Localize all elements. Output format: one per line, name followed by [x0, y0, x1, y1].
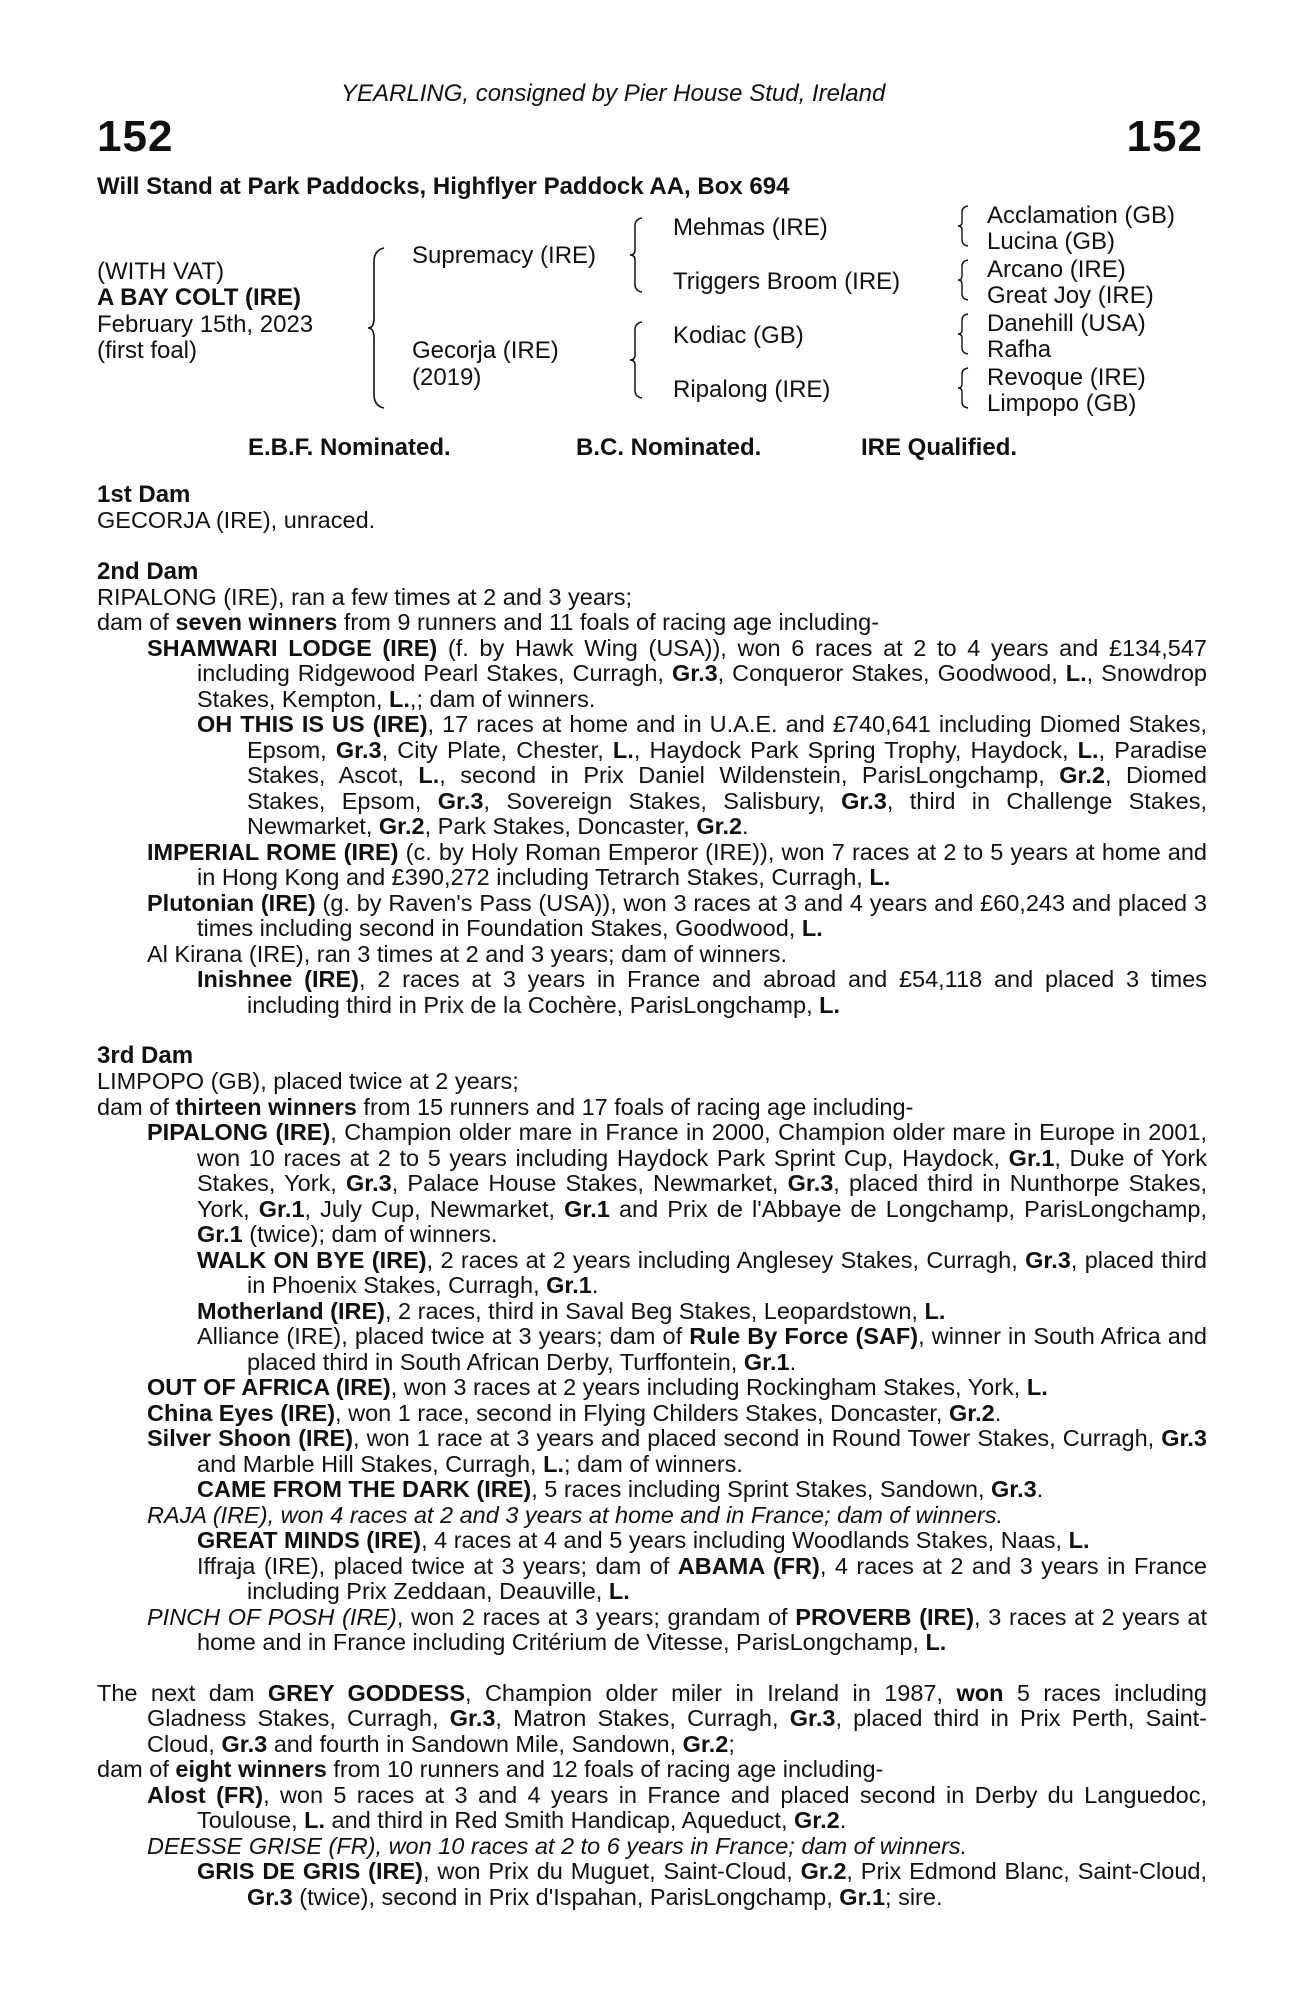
third-dam-heading: 3rd Dam [97, 1042, 194, 1069]
horse-name: WALK ON BYE (IRE) [197, 1246, 427, 1273]
horse-name: Plutonian (IRE) [147, 889, 316, 916]
horse-name: GREAT MINDS (IRE) [197, 1527, 422, 1553]
horse-name: PINCH OF POSH (IRE) [147, 1603, 397, 1630]
sire-name: Supremacy (IRE) [412, 242, 597, 269]
produce-entry: PINCH OF POSH (IRE), won 2 races at 3 years; grandam of PROVERB (IRE), 3 races at 2 years at home and in France including Critérium de Vitesse, ParisLongchamp, L. [147, 1603, 1207, 1655]
next-dam-produce-summary: dam of eight winners from 10 runners and 12 foals of racing age including- [97, 1756, 884, 1782]
third-dam-intro: LIMPOPO (GB), placed twice at 2 years; [97, 1068, 519, 1094]
second-dam-produce-summary: dam of seven winners from 9 runners and 11 foals of racing age including- [97, 609, 880, 635]
ancestor-g1: Acclamation (GB) [987, 202, 1176, 229]
produce-entry: CAME FROM THE DARK (IRE), 5 races including Sprint Stakes, Sandown, Gr.3. [197, 1476, 1044, 1502]
next-dam-section [97, 1681, 1207, 1911]
next-dam-intro: The next dam GREY GODDESS, Champion older miler in Ireland in 1987, won 5 races including Gladness Stakes, Curragh, Gr.3, Matron Stakes, Curragh, Gr.3, placed third in Prix Perth, Saint-Cloud, Gr.3 and fourth in Sandown Mile, Sandown, Gr.2; [97, 1679, 1207, 1757]
foal-note: (first foal) [97, 337, 198, 364]
sire-dam: Triggers Broom (IRE) [673, 268, 901, 295]
pedigree-brace-g4 [958, 368, 970, 408]
produce-entry: SHAMWARI LODGE (IRE) (f. by Hawk Wing (USA)), won 6 races at 2 to 4 years and £134,547 including Ridgewood Pearl Stakes, Curragh, Gr.3, Conqueror Stakes, Goodwood, L., Snowdrop Stakes, Kempton, L.,; dam of winners. [147, 634, 1207, 712]
stand-location: Will Stand at Park Paddocks, Highflyer Paddock AA, Box 694 [97, 173, 790, 200]
produce-entry: Plutonian (IRE) (g. by Raven's Pass (USA)), won 3 races at 3 and 4 years and £60,243 and placed 3 times including second in Foundation Stakes, Goodwood, L. [147, 889, 1207, 941]
horse-name: PIPALONG (IRE) [147, 1119, 331, 1145]
produce-entry: DEESSE GRISE (FR), won 10 races at 2 to 6 years in France; dam of winners. [147, 1832, 968, 1859]
third-dam-section [97, 1043, 1207, 1656]
pedigree-brace-sire [630, 218, 644, 292]
produce-entry: Inishnee (IRE), 2 races at 3 years in France and abroad and £54,118 and placed 3 times including third in Prix de la Cochère, ParisLongchamp, L. [197, 966, 1208, 1018]
second-dam-section [97, 559, 1207, 1019]
bc-nomination: B.C. Nominated. [576, 434, 762, 461]
pedigree-brace-main [368, 248, 388, 408]
ancestor-g7: Revoque (IRE) [987, 364, 1146, 391]
horse-name: OH THIS IS US (IRE) [197, 711, 428, 737]
pedigree-brace-dam [630, 322, 644, 398]
ebf-nomination: E.B.F. Nominated. [248, 434, 451, 461]
produce-entry: Iffraja (IRE), placed twice at 3 years; dam of ABAMA (FR), 4 races at 2 and 3 years in France including Prix Zeddaan, Deauville, L. [197, 1552, 1208, 1604]
horse-name: DEESSE GRISE (FR) [147, 1832, 376, 1859]
lot-number-left: 152 [97, 112, 174, 161]
horse-name: China Eyes (IRE) [147, 1399, 336, 1426]
lot-number-right: 152 [1126, 112, 1203, 161]
produce-entry: Alliance (IRE), placed twice at 3 years; dam of Rule By Force (SAF), winner in South Africa and placed third in South African Derby, Turffontein, Gr.1. [197, 1323, 1207, 1375]
horse-name: ABAMA (FR) [677, 1552, 820, 1579]
produce-entry: OH THIS IS US (IRE), 17 races at home and in U.A.E. and £740,641 including Diomed Stakes, Epsom, Gr.3, City Plate, Chester, L., Haydock Park Spring Trophy, Haydock, L., Paradise Stakes, Ascot, L., second in Prix Daniel Wildenstein, ParisLongchamp, Gr.2, Diomed Stakes, Epsom, Gr.3, Sovereign Stakes, Salisbury, Gr.3, third in Challenge Stakes, Newmarket, Gr.2, Park Stakes, Doncaster, Gr.2. [197, 711, 1208, 839]
horse-name: RAJA (IRE) [147, 1501, 268, 1528]
horse-name: Silver Shoon (IRE) [147, 1425, 354, 1451]
foaling-date: February 15th, 2023 [97, 311, 314, 338]
ire-qualified: IRE Qualified. [861, 434, 1018, 461]
horse-name: Motherland (IRE) [197, 1297, 385, 1324]
pedigree-brace-g2 [958, 260, 970, 300]
horse-name: Rule By Force (SAF) [689, 1323, 919, 1349]
produce-entry: Alost (FR), won 5 races at 3 and 4 years in France and placed second in Derby du Languedoc, Toulouse, L. and third in Red Smith Handicap, Aqueduct, Gr.2. [147, 1781, 1207, 1833]
first-dam-heading: 1st Dam [97, 481, 191, 508]
produce-entry: China Eyes (IRE), won 1 race, second in Flying Childers Stakes, Doncaster, Gr.2. [147, 1399, 1002, 1426]
second-dam-intro: RIPALONG (IRE), ran a few times at 2 and 3 years; [97, 583, 633, 610]
dam-dam: Ripalong (IRE) [673, 376, 831, 403]
produce-entry: Silver Shoon (IRE), won 1 race at 3 years and placed second in Round Tower Stakes, Curragh, Gr.3 and Marble Hill Stakes, Curragh, L.; dam of winners. [147, 1425, 1207, 1477]
produce-entry: GREAT MINDS (IRE), 4 races at 4 and 5 years including Woodlands Stakes, Naas, L. [197, 1527, 1090, 1553]
first-dam-text: GECORJA (IRE), unraced. [97, 507, 376, 533]
produce-entry: GRIS DE GRIS (IRE), won Prix du Muguet, Saint-Cloud, Gr.2, Prix Edmond Blanc, Saint-Cloud, Gr.3 (twice), second in Prix d'Ispahan, ParisLongchamp, Gr.1; sire. [197, 1858, 1208, 1910]
produce-entry: IMPERIAL ROME (IRE) (c. by Holy Roman Emperor (IRE)), won 7 races at 2 to 5 years at home and in Hong Kong and £390,272 including Tetrarch Stakes, Curragh, L. [147, 838, 1207, 890]
horse-name: Inishnee (IRE) [197, 966, 359, 992]
horse-name: CAME FROM THE DARK (IRE) [197, 1476, 532, 1502]
dam-year: (2019) [412, 364, 482, 391]
pedigree-brace-g3 [958, 314, 970, 354]
produce-entry: WALK ON BYE (IRE), 2 races at 2 years including Anglesey Stakes, Curragh, Gr.3, placed third in Phoenix Stakes, Curragh, Gr.1. [197, 1246, 1207, 1298]
produce-entry: OUT OF AFRICA (IRE), won 3 races at 2 years including Rockingham Stakes, York, L. [147, 1374, 1048, 1400]
second-dam-heading: 2nd Dam [97, 557, 199, 585]
catalogue-body [97, 482, 1207, 1910]
ancestor-g2: Lucina (GB) [987, 228, 1116, 255]
horse-name: A BAY COLT (IRE) [97, 284, 302, 311]
horse-name: GRIS DE GRIS (IRE) [197, 1858, 423, 1884]
ancestor-g5: Danehill (USA) [987, 310, 1146, 337]
ancestor-g8: Limpopo (GB) [987, 390, 1137, 417]
produce-entry: Al Kirana (IRE), ran 3 times at 2 and 3 years; dam of winners. [147, 940, 787, 967]
consignment-subtitle: YEARLING, consigned by Pier House Stud, Ireland [341, 80, 886, 107]
third-dam-produce-summary: dam of thirteen winners from 15 runners and 17 foals of racing age including- [97, 1093, 914, 1120]
ancestor-g6: Rafha [987, 336, 1052, 363]
produce-entry: RAJA (IRE), won 4 races at 2 and 3 years at home and in France; dam of winners. [147, 1501, 1003, 1528]
ancestor-g4: Great Joy (IRE) [987, 282, 1154, 309]
horse-name: OUT OF AFRICA (IRE) [147, 1374, 391, 1400]
ancestor-g3: Arcano (IRE) [987, 256, 1126, 283]
produce-entry: PIPALONG (IRE), Champion older mare in France in 2000, Champion older mare in Europe in 2001, won 10 races at 2 to 5 years including Haydock Park Sprint Cup, Haydock, Gr.1, Duke of York Stakes, York, Gr.3, Palace House Stakes, Newmarket, Gr.3, placed third in Nunthorpe Stakes, York, Gr.1, July Cup, Newmarket, Gr.1 and Prix de l'Abbaye de Longchamp, ParisLongchamp, Gr.1 (twice); dam of winners. [147, 1119, 1208, 1247]
vat-note: (WITH VAT) [97, 258, 225, 285]
sire-sire: Mehmas (IRE) [673, 214, 828, 241]
horse-name: SHAMWARI LODGE (IRE) [147, 634, 438, 661]
horse-name: IMPERIAL ROME (IRE) [147, 838, 399, 865]
horse-name: Alost (FR) [147, 1781, 264, 1808]
dam-sire: Kodiac (GB) [673, 322, 804, 349]
pedigree-brace-g1 [958, 206, 970, 246]
produce-entry: Motherland (IRE), 2 races, third in Saval Beg Stakes, Leopardstown, L. [197, 1297, 946, 1324]
dam-name: Gecorja (IRE) [412, 337, 559, 364]
first-dam-section [97, 482, 1207, 534]
